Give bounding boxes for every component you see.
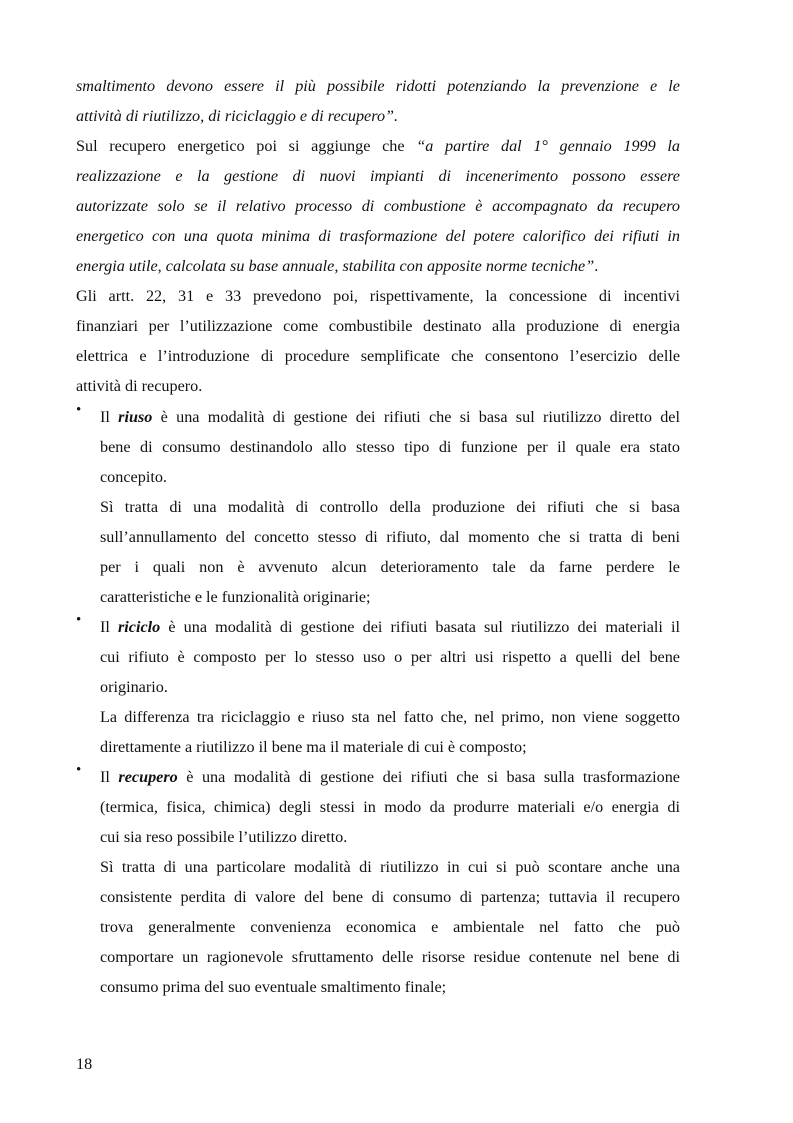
text-line: (termica, fisica, chimica) degli stessi in modo da produrre materiali e/o energia di bbox=[100, 798, 680, 817]
text-line: consumo prima del suo eventuale smaltimento finale; bbox=[100, 978, 447, 997]
text-line: direttamente a riutilizzo il bene ma il materiale di cui è composto; bbox=[100, 738, 527, 757]
text-span: . bbox=[594, 257, 599, 276]
term-span: riciclo bbox=[118, 617, 161, 636]
text-line: attività di recupero. bbox=[76, 377, 203, 396]
text-line bbox=[76, 251, 680, 281]
quote-span: energia utile, calcolata su base annuale, stabilita con apposite norme tecniche” bbox=[76, 257, 595, 276]
text-line: energetico con una quota minima di trasformazione del potere calorifico dei rifiuti in bbox=[76, 227, 680, 246]
text-span: Il bbox=[100, 407, 119, 426]
text-line: Sì tratta di una particolare modalità di riutilizzo in cui si può scontare anche una bbox=[100, 858, 680, 877]
bullet-marker: • bbox=[76, 401, 82, 418]
bullet-marker: • bbox=[76, 611, 82, 628]
text-line: sull’annullamento del concetto stesso di rifiuto, dal momento che si tratta di beni bbox=[100, 527, 680, 546]
bullet-item-riciclo bbox=[76, 612, 680, 762]
term-span: recupero bbox=[118, 768, 178, 787]
text-line bbox=[100, 612, 680, 642]
text-line: cui rifiuto è composto per lo stesso uso o per altri usi rispetto a quelli del bene bbox=[100, 647, 680, 666]
text-span: è una modalità di gestione dei rifiuti che si basa sulla trasformazione bbox=[177, 768, 680, 787]
text-line: originario. bbox=[100, 677, 168, 696]
text-span: Sul recupero energetico poi si aggiunge che bbox=[76, 137, 417, 156]
text-line: trova generalmente convenienza economica e ambientale nel fatto che può bbox=[100, 918, 680, 937]
text-line: cui sia reso possibile l’utilizzo diretto. bbox=[100, 828, 348, 847]
text-line: attività di riutilizzo, di riciclaggio e di recupero”. bbox=[76, 107, 399, 126]
text-line: concepito. bbox=[100, 467, 167, 486]
quote-span: “a partire dal 1° gennaio 1999 la bbox=[416, 137, 680, 156]
text-line: finanziari per l’utilizzazione come combustibile destinato alla produzione di energia bbox=[76, 317, 680, 336]
bullet-item-recupero bbox=[76, 762, 680, 1002]
bullet-marker: • bbox=[76, 762, 82, 779]
text-line: La differenza tra riciclaggio e riuso sta nel fatto che, nel primo, non viene soggetto bbox=[100, 707, 680, 726]
page-body bbox=[76, 71, 680, 1002]
text-line: consistente perdita di valore del bene di consumo di partenza; tuttavia il recupero bbox=[100, 888, 680, 907]
text-line: Gli artt. 22, 31 e 33 prevedono poi, rispettivamente, la concessione di incentivi bbox=[76, 287, 680, 306]
text-line: comportare un ragionevole sfruttamento delle risorse residue contenute nel bene di bbox=[100, 948, 680, 967]
text-line bbox=[76, 131, 680, 161]
text-span: Il bbox=[100, 768, 119, 787]
text-line: realizzazione e la gestione di nuovi impianti di incenerimento possono essere bbox=[76, 167, 680, 186]
text-line: bene di consumo destinandolo allo stesso tipo di funzione per il quale era stato bbox=[100, 437, 680, 456]
text-line: elettrica e l’introduzione di procedure semplificate che consentono l’esercizio delle bbox=[76, 347, 680, 366]
text-line bbox=[100, 762, 680, 792]
bullet-item-riuso bbox=[76, 402, 680, 612]
text-span: Il bbox=[100, 617, 118, 636]
text-span: è una modalità di gestione dei rifiuti basata sul riutilizzo dei materiali il bbox=[160, 617, 680, 636]
page-number: 18 bbox=[76, 1055, 93, 1073]
text-line: autorizzate solo se il relativo processo di combustione è accompagnato da recupero bbox=[76, 197, 680, 216]
text-span: è una modalità di gestione dei rifiuti che si basa sul riutilizzo diretto del bbox=[152, 407, 680, 426]
text-line: per i quali non è avvenuto alcun deterioramento tale da farne perdere le bbox=[100, 557, 680, 576]
text-line: smaltimento devono essere il più possibile ridotti potenziando la prevenzione e le bbox=[76, 77, 680, 95]
text-line bbox=[100, 402, 680, 432]
text-line: caratteristiche e le funzionalità originarie; bbox=[100, 587, 371, 606]
text-line: Sì tratta di una modalità di controllo della produzione dei rifiuti che si basa bbox=[100, 497, 680, 516]
term-span: riuso bbox=[118, 407, 153, 426]
